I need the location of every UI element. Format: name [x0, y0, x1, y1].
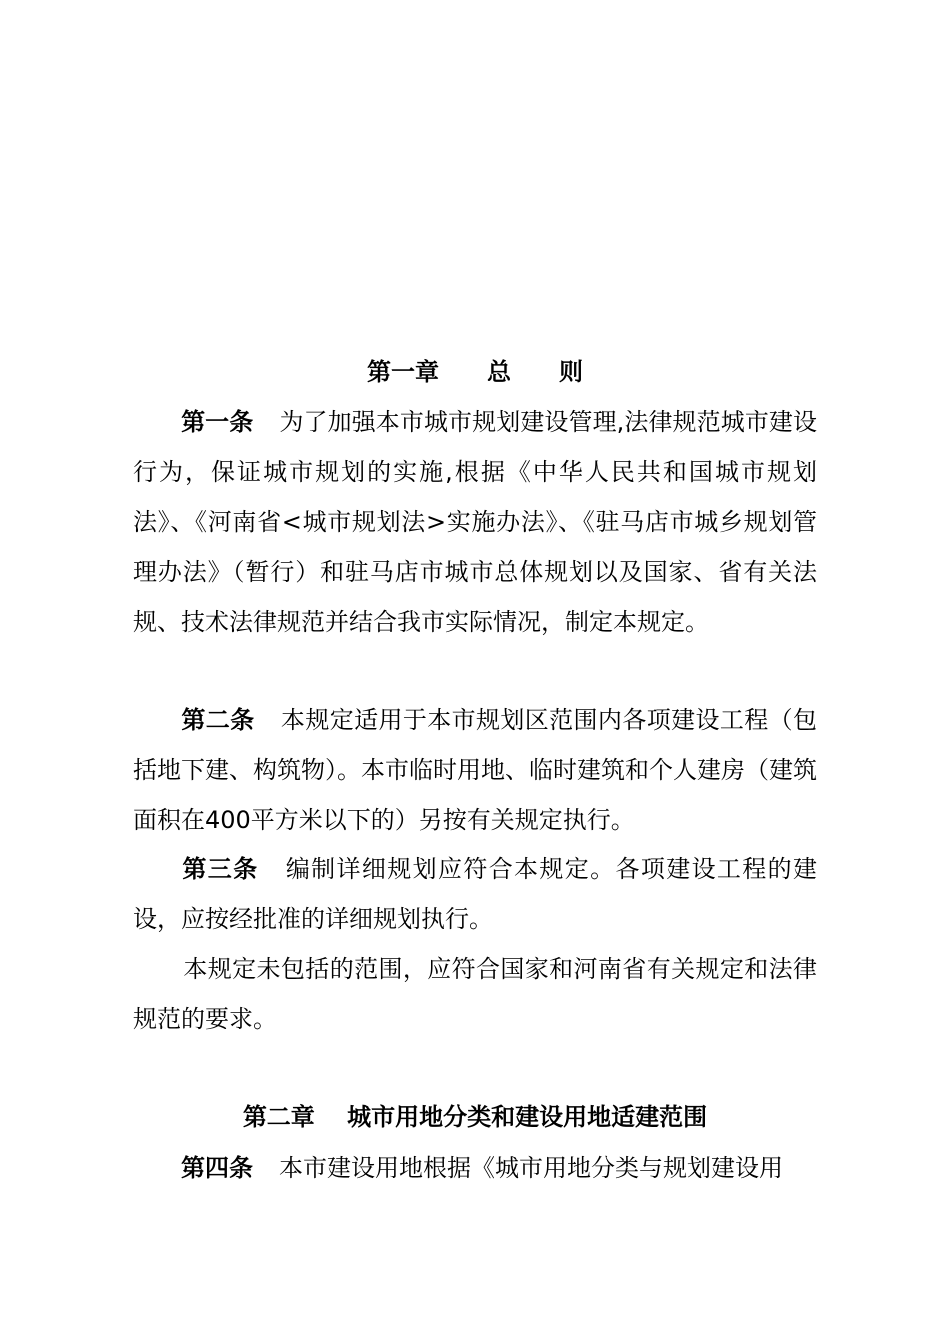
article-4-label: 第四条 — [181, 1154, 253, 1182]
article-4-text: 本市建设用地根据《城市用地分类与规划建设用 — [279, 1154, 783, 1182]
article-4 — [133, 1143, 817, 1193]
article-2 — [133, 695, 817, 845]
chapter-1-title: 第一章 总 则 — [367, 358, 583, 386]
article-2-text: 本规定适用于本市规划区范围内各项建设工程（包括地下建、构筑物）。本市临时用地、临时建筑和个人建房（建筑面积在400平方米以下的）另按有关规定执行。 — [133, 706, 818, 834]
article-1-text: 为了加强本市城市规划建设管理,法律规范城市建设行为，保证城市规划的实施,根据《中华人民共和国城市规划法》、《河南省<城市规划法>实施办法》、《驻马店市城乡规划管理办法》（暂行）和驻马店市城市总体规划以及国家、省有关法规、技术法律规范并结合我市实际情况，制定本规定。 — [133, 408, 817, 636]
article-1 — [133, 397, 817, 647]
article-3 — [133, 844, 817, 944]
article-3-text: 编制详细规划应符合本规定。各项建设工程的建设，应按经批准的详细规划执行。 — [133, 855, 818, 933]
article-1-label: 第一条 — [181, 408, 254, 436]
chapter-1-note-text: 本规定未包括的范围，应符合国家和河南省有关规定和法律规范的要求。 — [133, 955, 817, 1033]
chapter-2-title: 第二章 城市用地分类和建设用地适建范围 — [242, 1103, 708, 1131]
article-3-label: 第三条 — [181, 855, 259, 883]
article-2-label: 第二条 — [181, 706, 255, 734]
chapter-1-note — [133, 944, 817, 1044]
